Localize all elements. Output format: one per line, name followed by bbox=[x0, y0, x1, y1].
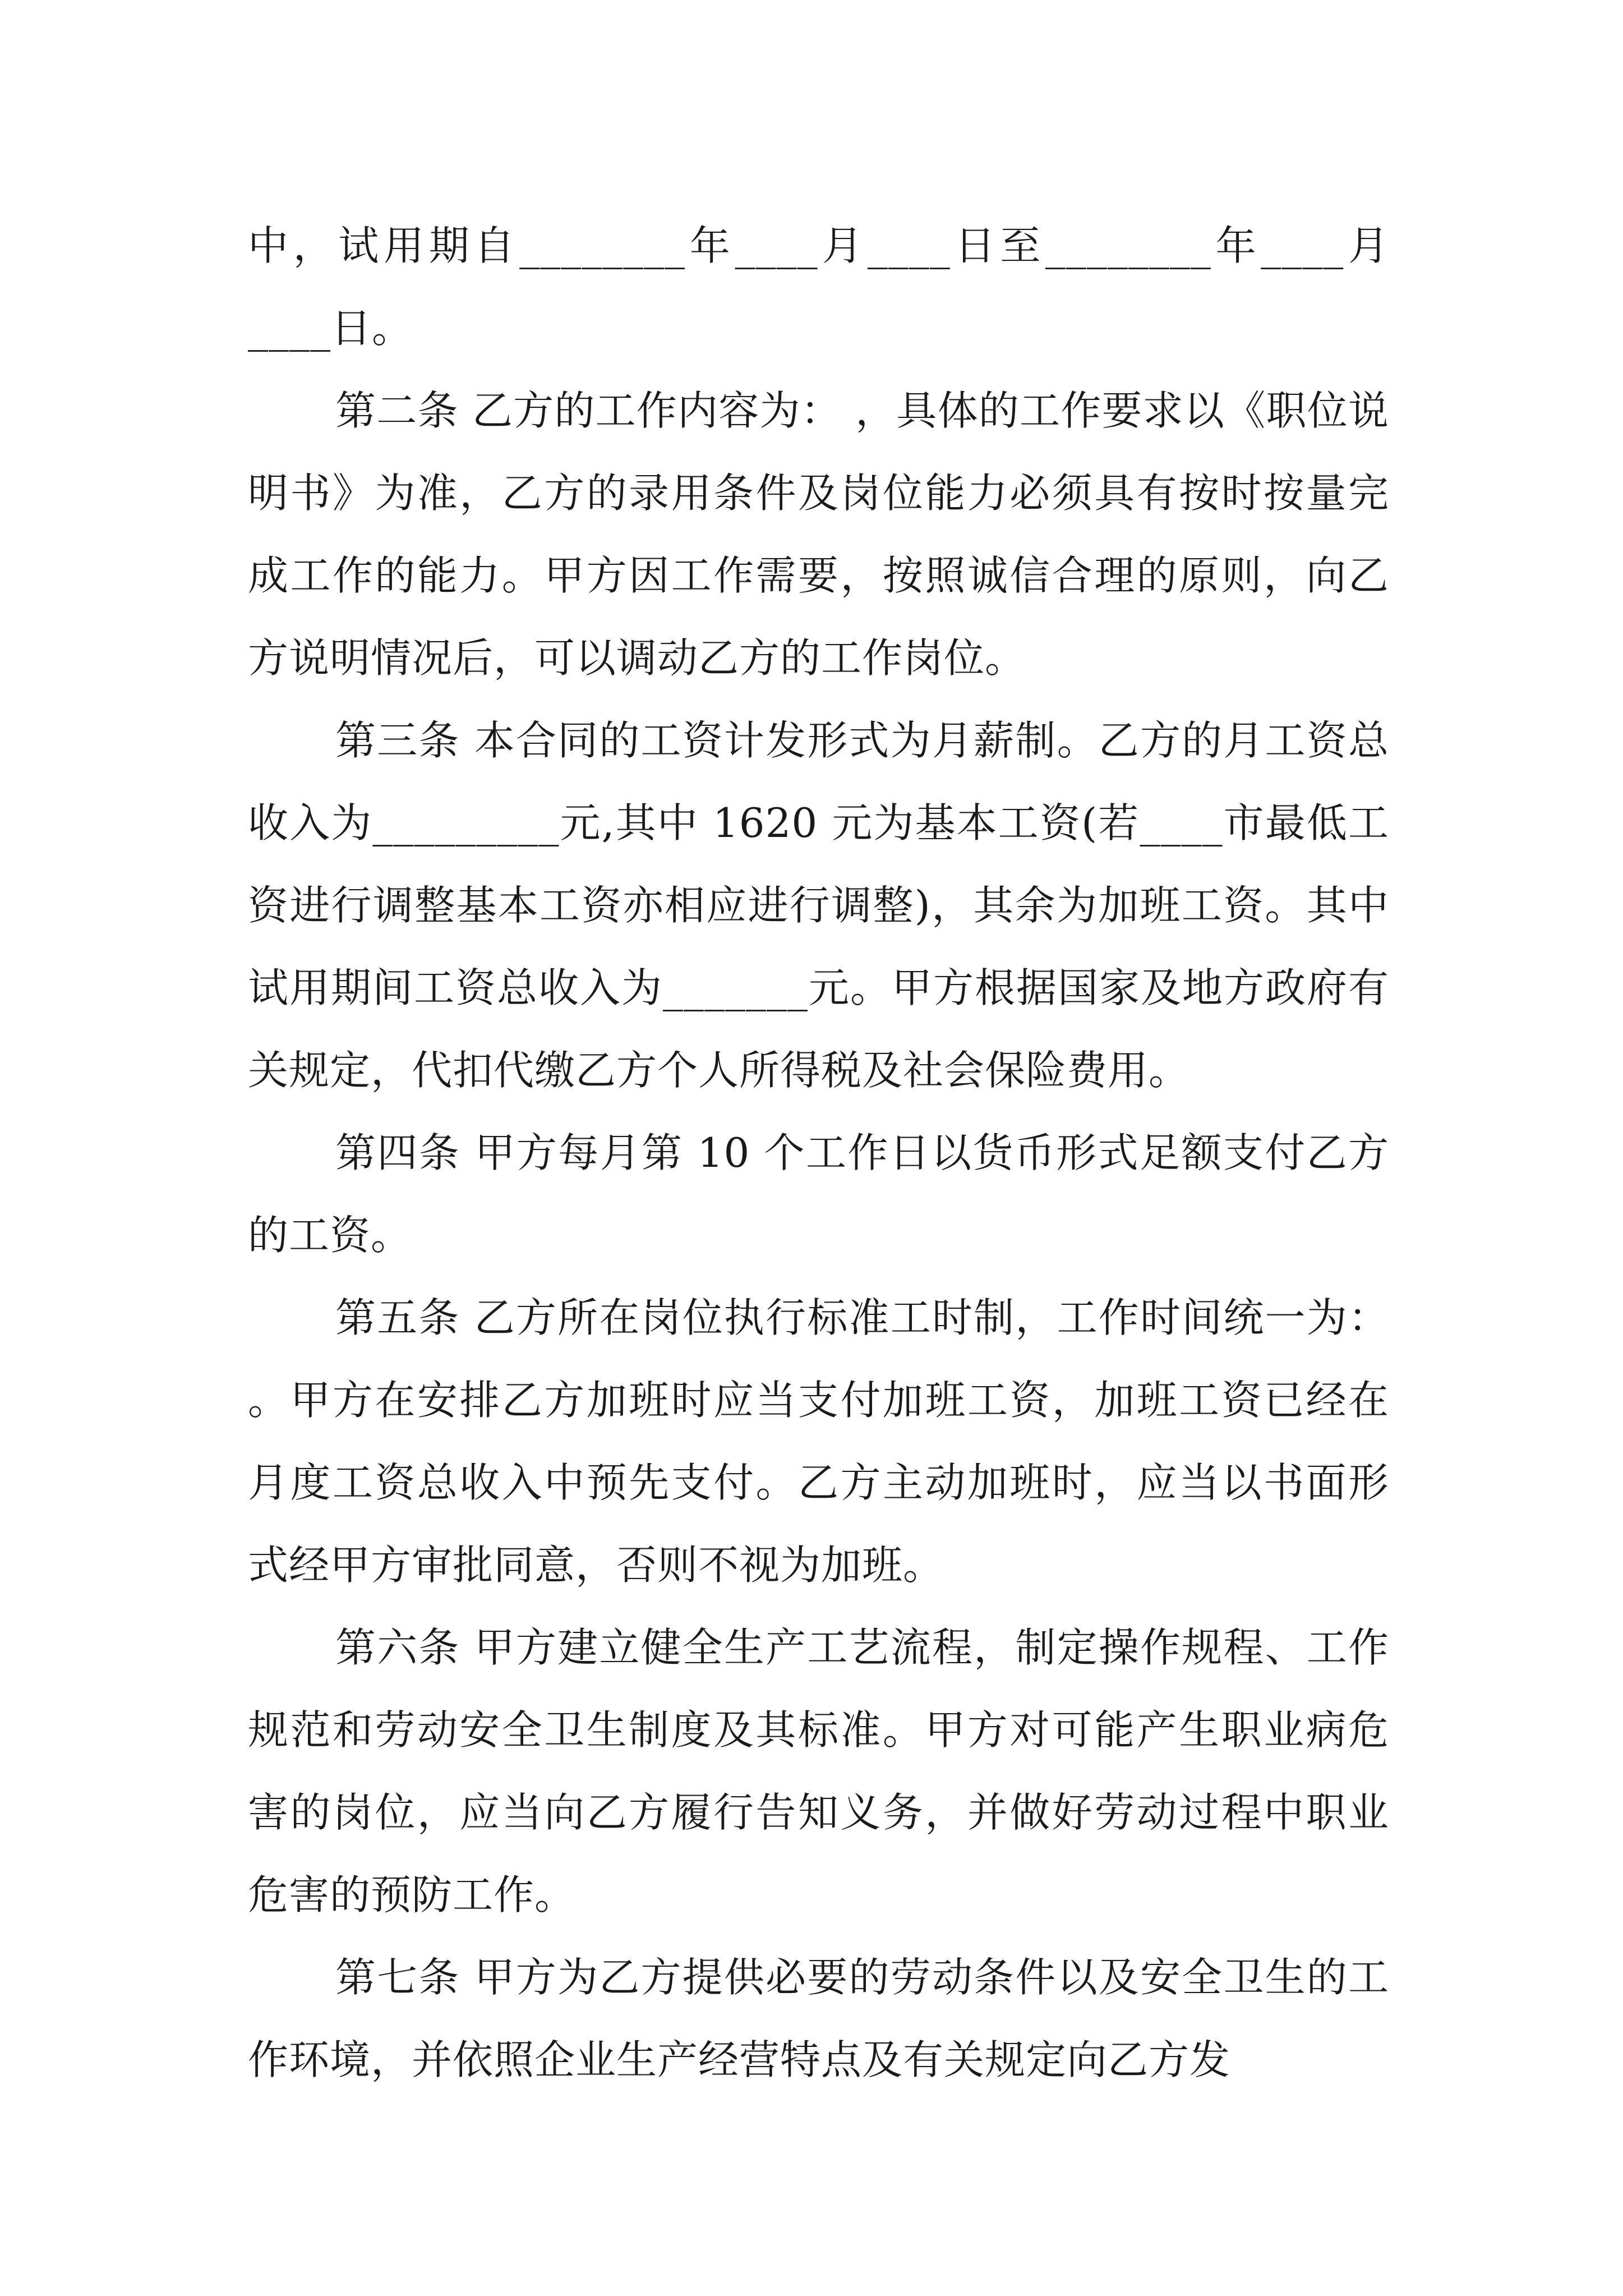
paragraph-article-7: 第七条 甲方为乙方提供必要的劳动条件以及安全卫生的工作环境，并依照企业生产经营特点及有关规定向乙方发 bbox=[248, 1954, 1389, 2083]
paragraph-article-5: 第五条 乙方所在岗位执行标准工时制，工作时间统一为： 。甲方在安排乙方加班时应当支付加班工资，加班工资已经在月度工资总收入中预先支付。乙方主动加班时，应当以书面形式经甲方审批同意，否则不视为加班。 bbox=[248, 1294, 1389, 1589]
document-body bbox=[248, 205, 1389, 2101]
paragraph-article-2: 第二条 乙方的工作内容为： ，具体的工作要求以《职位说明书》为准，乙方的录用条件及岗位能力必须具有按时按量完成工作的能力。甲方因工作需要，按照诚信合理的原则，向乙方说明情况后，可以调动乙方的工作岗位。 bbox=[248, 387, 1389, 682]
paragraph-article-6: 第六条 甲方建立健全生产工艺流程，制定操作规程、工作规范和劳动安全卫生制度及其标准。甲方对可能产生职业病危害的岗位，应当向乙方履行告知义务，并做好劳动过程中职业危害的预防工作。 bbox=[248, 1624, 1389, 1918]
paragraph-probation-period: 中，试用期自________年____月____日至________年____月____日。 bbox=[248, 222, 1389, 352]
paragraph-article-3: 第三条 本合同的工资计发形式为月薪制。乙方的月工资总收入为_________元,其中 1620 元为基本工资(若____市最低工资进行调整基本工资亦相应进行调整)，其余为加班工资。其中试用期间工资总收入为_______元。甲方根据国家及地方政府有关规定，代扣代缴乙方个人所得税及社会保险费用。 bbox=[248, 717, 1389, 1094]
paragraph-article-4: 第四条 甲方每月第 10 个工作日以货币形式足额支付乙方的工资。 bbox=[248, 1129, 1389, 1259]
